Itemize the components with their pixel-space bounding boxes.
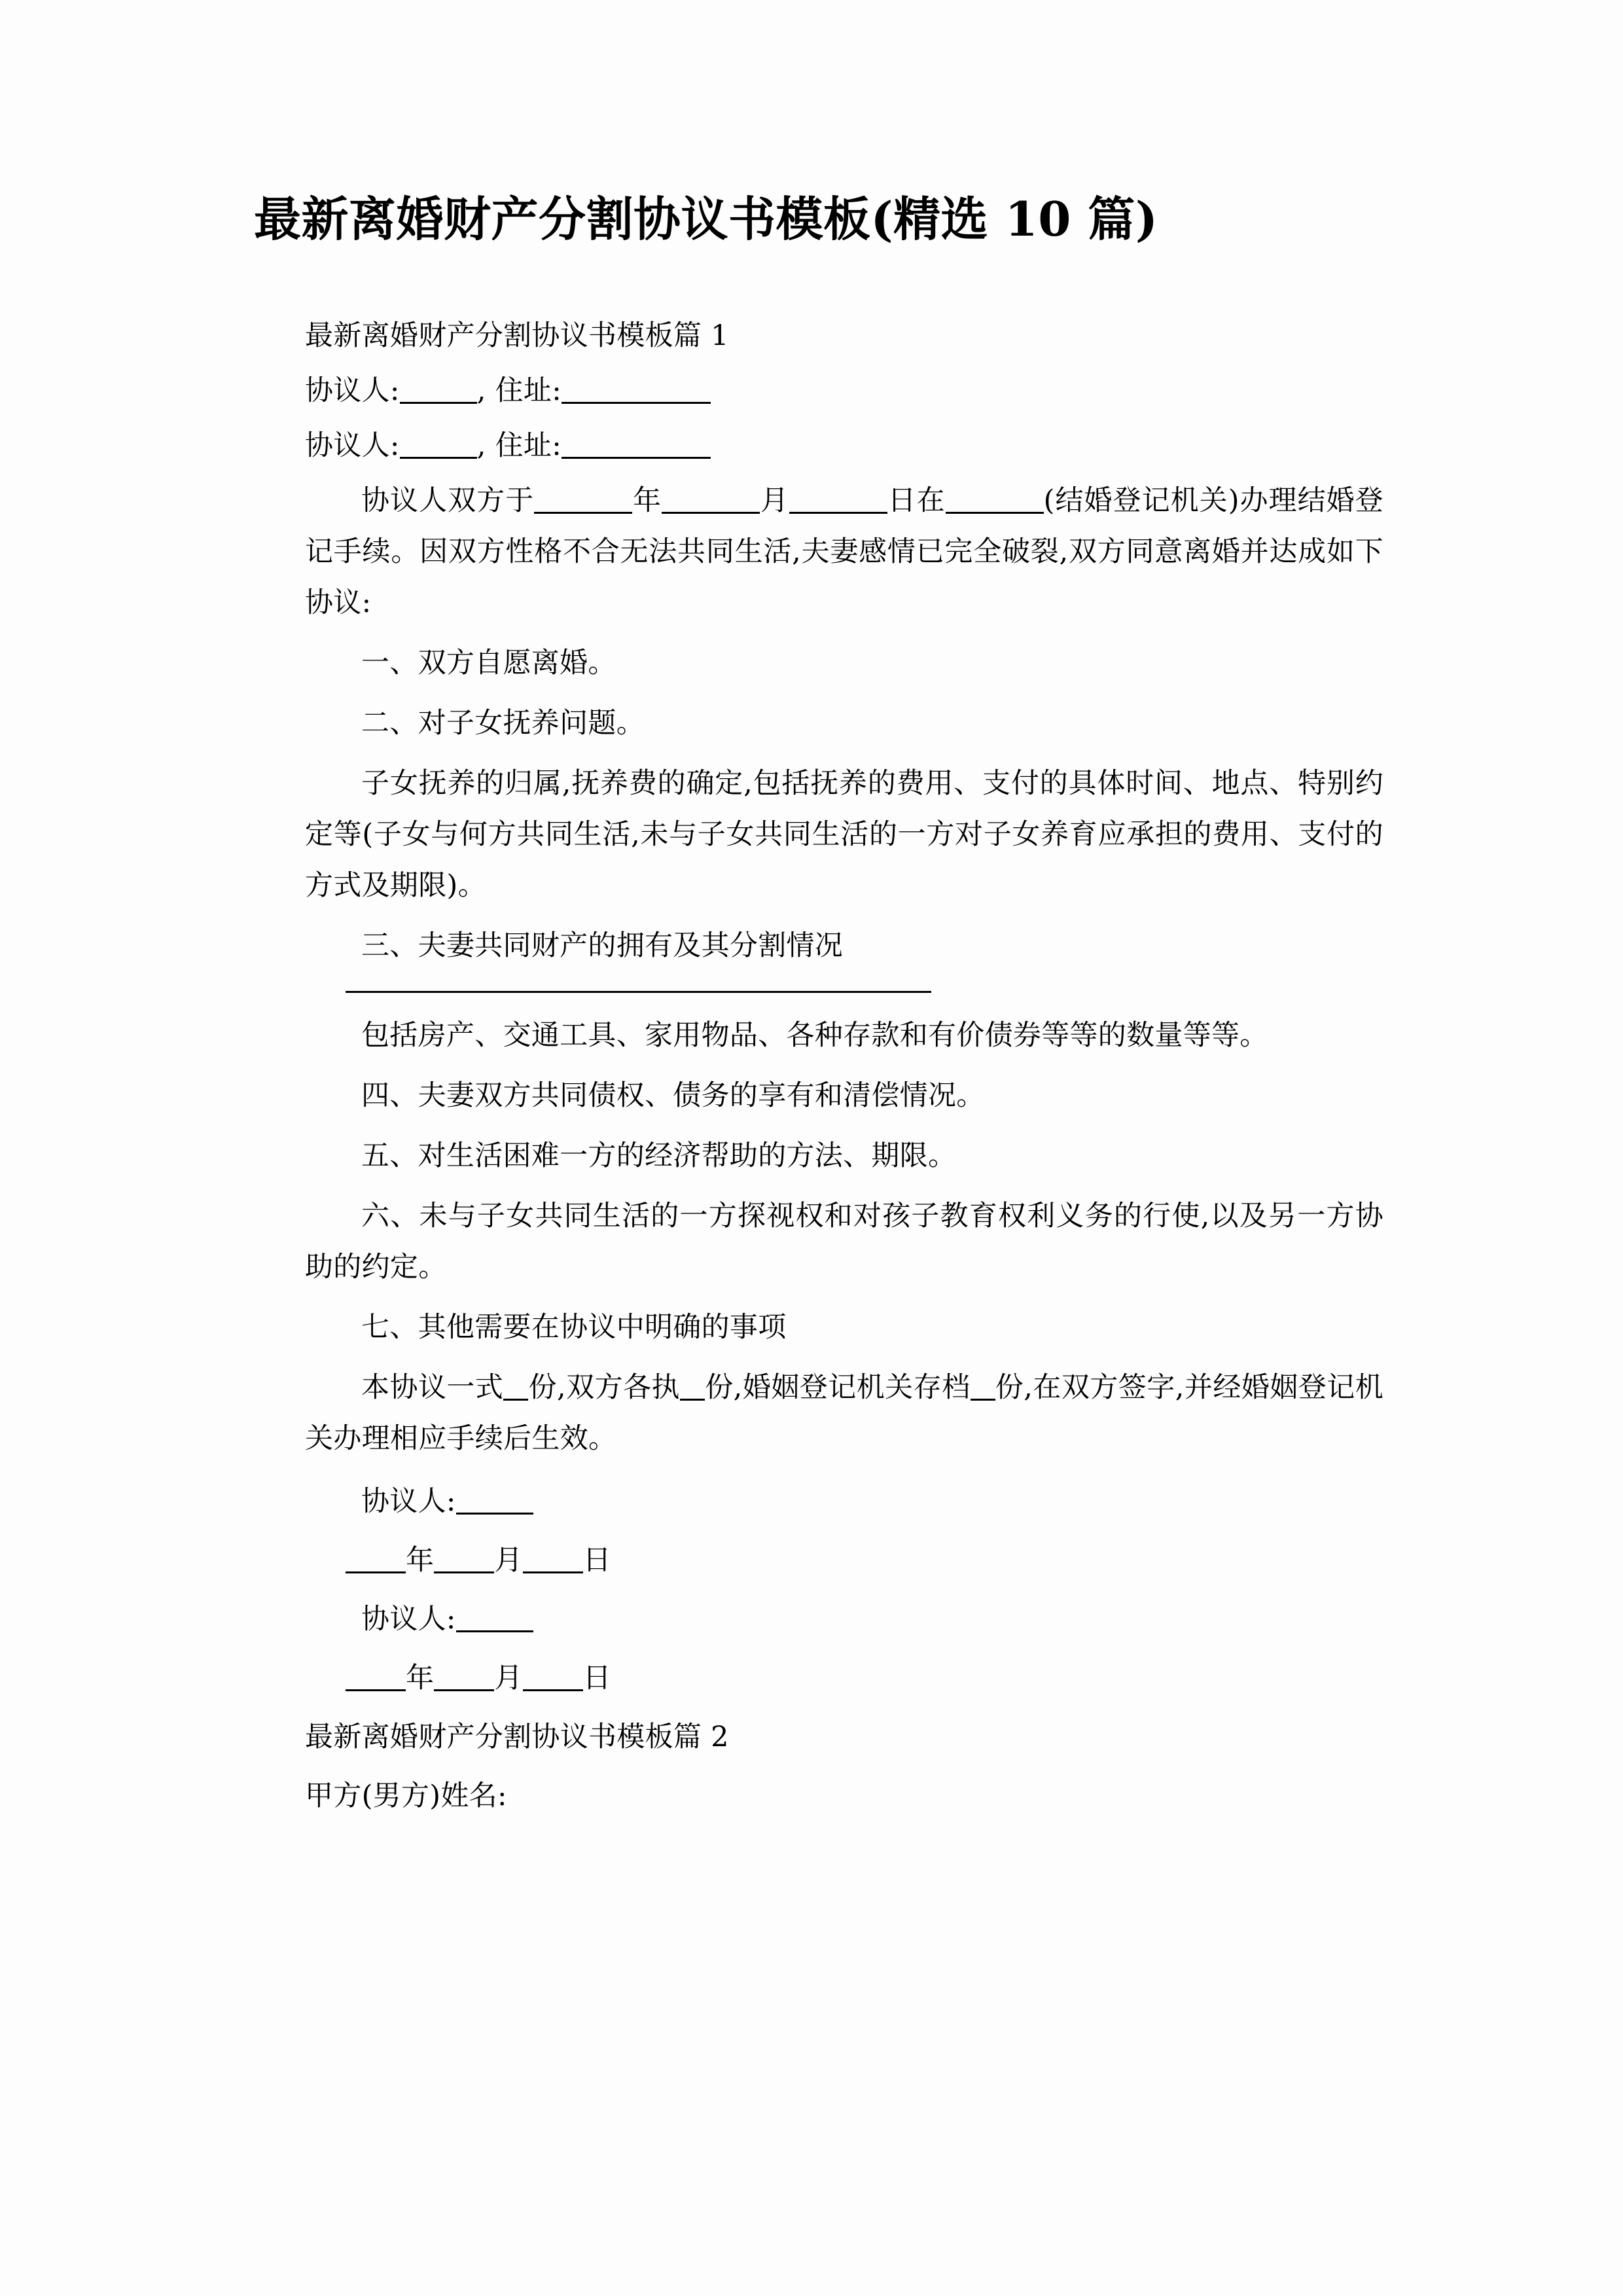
sig-year-blank-2[interactable]	[346, 1670, 406, 1691]
address-label-1: , 住址:	[476, 374, 562, 407]
sig-day-blank-2[interactable]	[523, 1670, 583, 1691]
address-label-2: , 住址:	[476, 429, 562, 462]
closing-mid-1: 份,双方各执	[528, 1371, 681, 1404]
party-name-blank-1[interactable]	[400, 382, 477, 404]
clause-item-6: 六、未与子女共同生活的一方探视权和对孩子教育权利义务的行使,以及另一方协助的约定。	[305, 1200, 1383, 1283]
closing-mid-2: 份,婚姻登记机关存档	[705, 1371, 971, 1404]
clause-item-1: 一、双方自愿离婚。	[361, 647, 616, 679]
section-heading-2: 最新离婚财产分割协议书模板篇 2	[305, 1721, 729, 1753]
sig-year-blank-1[interactable]	[346, 1552, 406, 1573]
closing-paragraph	[305, 1362, 1383, 1464]
intro-year-label: 年	[632, 484, 662, 517]
signature-line-1	[305, 1476, 1383, 1527]
clause-item-7: 七、其他需要在协议中明确的事项	[361, 1311, 787, 1344]
intro-month-label: 月	[760, 484, 789, 517]
registry-blank[interactable]	[946, 492, 1044, 514]
copies-each-blank[interactable]	[680, 1379, 705, 1401]
page-title: 最新离婚财产分割协议书模板(精选 10 篇)	[254, 191, 1158, 247]
page-content	[254, 0, 1383, 1829]
sig-month-blank-1[interactable]	[434, 1552, 494, 1573]
signature-line-2	[305, 1594, 1383, 1645]
clause-item-2-body: 子女抚养的归属,抚养费的确定,包括抚养的费用、支付的具体时间、地点、特别约定等(子女与何方共同生活,未与子女共同生活的一方对子女养育应承担的费用、支付的方式及期限)。	[305, 767, 1383, 902]
signature-label-1: 协议人:	[361, 1485, 456, 1518]
year-blank[interactable]	[534, 492, 632, 514]
day-blank[interactable]	[789, 492, 887, 514]
clause-item-4: 四、夫妻双方共同债权、债务的享有和清偿情况。	[361, 1079, 985, 1112]
intro-day-label: 日在	[887, 484, 946, 517]
party-line-1	[305, 365, 1383, 416]
sig-day-label-2: 日	[582, 1662, 611, 1695]
party-label-1: 协议人:	[305, 374, 400, 407]
sig-year-label-1: 年	[406, 1544, 435, 1577]
signature-block	[305, 1476, 1383, 1704]
sig-month-label-1: 月	[494, 1544, 523, 1577]
closing-suffix: 份,在双方签字,并经婚姻登记机关办理相应手续后生效。	[305, 1371, 1384, 1455]
party-address-blank-1[interactable]	[562, 382, 711, 404]
sig-day-blank-1[interactable]	[523, 1552, 583, 1573]
party-label-2: 协议人:	[305, 429, 400, 462]
sig-day-label-1: 日	[582, 1544, 611, 1577]
sig-year-label-2: 年	[406, 1662, 435, 1695]
clause-item-2: 二、对子女抚养问题。	[361, 707, 645, 740]
clause-item-3: 三、夫妻共同财产的拥有及其分割情况	[361, 929, 844, 962]
copies-total-blank[interactable]	[503, 1379, 528, 1401]
section-heading-1: 最新离婚财产分割协议书模板篇 1	[305, 319, 729, 352]
marriage-registration-paragraph	[305, 475, 1383, 628]
sig-month-blank-2[interactable]	[434, 1670, 494, 1691]
party-line-2	[305, 420, 1383, 471]
signature-blank-2[interactable]	[456, 1611, 533, 1632]
intro-registry-label: (结婚登记机关)办理	[1043, 484, 1298, 517]
copies-archive-blank[interactable]	[971, 1379, 995, 1401]
signature-date-1	[305, 1535, 1383, 1586]
property-blank-rule[interactable]	[346, 991, 931, 993]
document-body	[254, 310, 1383, 1821]
party-address-blank-2[interactable]	[562, 437, 711, 459]
clause-item-3-body: 包括房产、交通工具、家用物品、各种存款和有价债券等等的数量等等。	[361, 1019, 1268, 1052]
signature-blank-1[interactable]	[456, 1493, 533, 1515]
clause-item-5: 五、对生活困难一方的经济帮助的方法、期限。	[361, 1139, 957, 1172]
party-name-blank-2[interactable]	[400, 437, 477, 459]
closing-prefix: 本协议一式	[361, 1371, 504, 1404]
property-fill-in-area	[305, 991, 1383, 993]
month-blank[interactable]	[662, 492, 760, 514]
intro-rest: 结婚登记手续。因双方性格不合无法共同生活,夫妻感情已完全破裂,双方同意离婚并达成如下协议:	[305, 484, 1383, 619]
signature-date-2	[305, 1653, 1383, 1704]
party-a-name-label: 甲方(男方)姓名:	[305, 1780, 507, 1812]
signature-label-2: 协议人:	[361, 1603, 456, 1636]
sig-month-label-2: 月	[494, 1662, 523, 1695]
intro-prefix: 协议人双方于	[361, 484, 535, 517]
